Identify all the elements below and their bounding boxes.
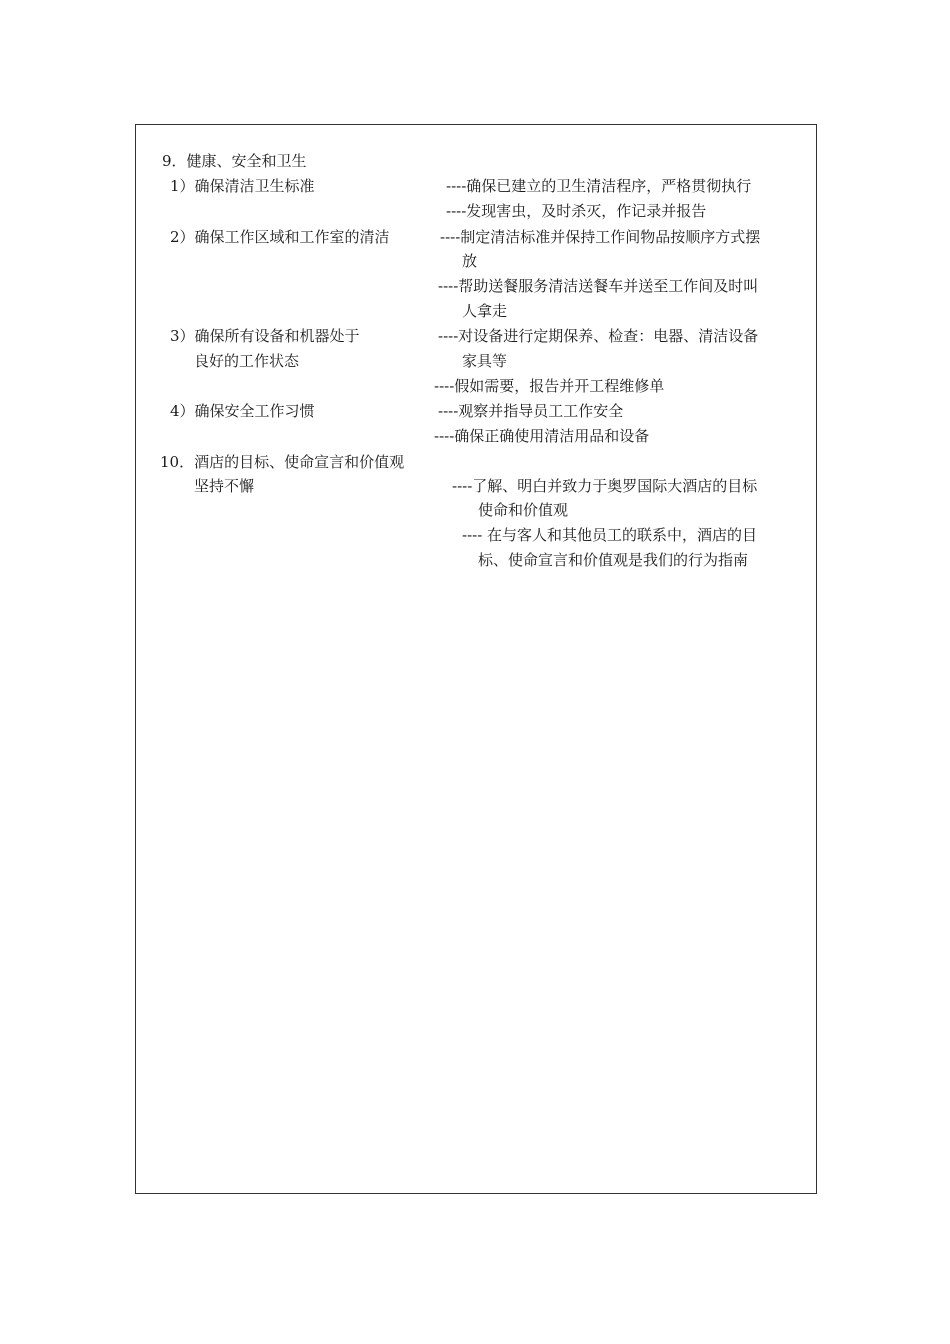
item-2-title: 2）确保工作区域和工作室的清洁: [170, 228, 390, 246]
item-4-title: 4）确保安全工作习惯: [170, 402, 315, 420]
section-10-action-2-line-1: ---- 在与客人和其他员工的联系中，酒店的目: [462, 526, 758, 544]
section-10-action-1-line-2: 使命和价值观: [478, 501, 569, 519]
item-1-action-1: ----确保已建立的卫生清洁程序，严格贯彻执行: [446, 177, 752, 195]
item-3-title-line-1: 3）确保所有设备和机器处于: [170, 327, 360, 345]
item-4-action-1: ----观察并指导员工工作安全: [438, 402, 624, 420]
item-3-action-2: ----假如需要，报告并开工程维修单: [434, 377, 665, 395]
item-1-action-2: ----发现害虫，及时杀灭，作记录并报告: [446, 202, 707, 220]
item-4-action-2: ----确保正确使用清洁用品和设备: [434, 427, 650, 445]
section-10-heading: 10．酒店的目标、使命宣言和价值观: [160, 453, 405, 471]
item-2-action-2-line-1: ----帮助送餐服务清洁送餐车并送至工作间及时叫: [438, 277, 759, 295]
item-1-title: 1）确保清洁卫生标准: [170, 177, 315, 195]
item-3-action-1-line-1: ----对设备进行定期保养、检查：电器、清洁设备: [438, 327, 759, 345]
item-3-title-line-2: 良好的工作状态: [194, 352, 300, 370]
item-2-action-1-line-2: 放: [462, 252, 478, 270]
item-3-action-1-line-2: 家具等: [462, 352, 508, 370]
item-2-action-1-line-1: ----制定清洁标准并保持工作间物品按顺序方式摆: [440, 228, 761, 246]
item-2-action-2-line-2: 人拿走: [462, 302, 508, 320]
section-10-action-2-line-2: 标、使命宣言和价值观是我们的行为指南: [478, 551, 749, 569]
section-9-heading: 9．健康、安全和卫生: [162, 152, 307, 170]
section-10-action-1-line-1: ----了解、明白并致力于奥罗国际大酒店的目标: [452, 477, 758, 495]
section-10-subheading: 坚持不懈: [194, 477, 255, 495]
